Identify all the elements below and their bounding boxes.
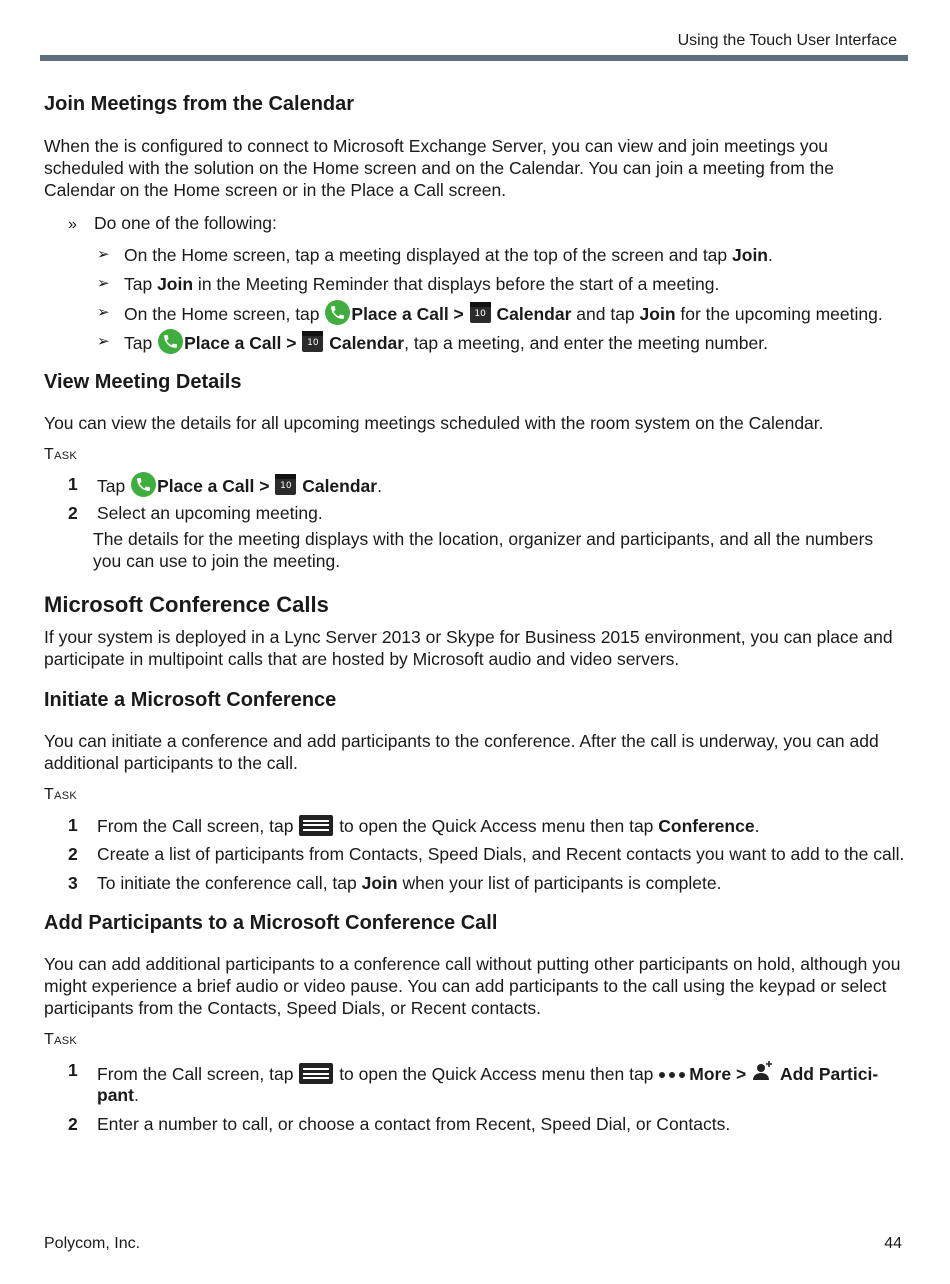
task-label: Task [44, 786, 77, 803]
add-steps [68, 1060, 906, 1135]
step-text: Tap Place a Call > 10 Calendar. [97, 472, 906, 497]
task-label: Task [44, 446, 77, 463]
list-item [97, 327, 906, 356]
step-number: 2 [68, 844, 78, 864]
step-result: The details for the meeting displays with the location, organizer and participants, and all the numbers you can use to join the meeting. [93, 529, 874, 571]
list-item-text: On the Home screen, tap Place a Call > 10 Calendar and tap Join for the upcoming meeting. [124, 300, 883, 325]
step-text: From the Call screen, tap to open the Quick Access menu then tap Conference. [97, 815, 760, 836]
step-text: Enter a number to call, or choose a contact from Recent, Speed Dial, or Contacts. [97, 1114, 731, 1134]
step-text: From the Call screen, tap to open the Quick Access menu then tap More > Add Partici-pant. [97, 1060, 906, 1106]
view-steps [68, 470, 906, 528]
menu-icon [299, 815, 333, 836]
phone-icon [131, 472, 156, 497]
lead-text: Do one of the following: [94, 213, 277, 233]
section-title-join: Join Meetings from the Calendar [44, 93, 355, 115]
join-intro: When the is configured to connect to Microsoft Exchange Server, you can view and join meetings you scheduled with the solution on the Home screen and on the Calendar. You can join a meeting from the Calendar on the Home screen or in the Place a Call screen. [44, 136, 834, 200]
step-number: 2 [68, 1114, 78, 1134]
header-rule [40, 55, 908, 61]
initiate-steps [68, 811, 906, 894]
arrow-bullet: ➢ [97, 332, 110, 350]
step-item [68, 1060, 906, 1106]
step-item [68, 499, 906, 528]
section-title-ms-calls: Microsoft Conference Calls [44, 592, 329, 617]
arrow-bullet: ➢ [97, 303, 110, 321]
menu-icon [299, 1063, 333, 1084]
initiate-intro: You can initiate a conference and add participants to the conference. After the call is underway, you can add additional participants to the call. [44, 731, 879, 773]
calendar-icon: 10 [470, 302, 491, 323]
footer-company: Polycom, Inc. [44, 1235, 141, 1252]
section-title-initiate: Initiate a Microsoft Conference [44, 689, 337, 711]
lead-bullet: » [68, 216, 77, 233]
step-number: 1 [68, 815, 78, 835]
step-text: Create a list of participants from Contacts, Speed Dials, and Recent contacts you want to add to the call. [97, 844, 905, 864]
step-number: 3 [68, 873, 78, 893]
phone-icon [158, 329, 183, 354]
list-item [97, 269, 906, 298]
step-item [68, 844, 906, 865]
calendar-icon: 10 [275, 474, 296, 495]
add-intro: You can add additional participants to a conference call without putting other participants on hold, although you might experience a brief audio or video pause. You can add participants to the call using the keypad or select participants from the Contacts, Speed Dials, or Recent contacts. [44, 954, 901, 1018]
step-text: Select an upcoming meeting. [97, 503, 323, 523]
list-item-text: Tap Place a Call > 10 Calendar, tap a meeting, and enter the meeting number. [124, 329, 768, 354]
section-title-view: View Meeting Details [44, 371, 242, 393]
step-item [68, 470, 906, 499]
step-number: 1 [68, 474, 78, 494]
page-content [44, 91, 906, 1135]
join-options-list [97, 240, 906, 356]
arrow-bullet: ➢ [97, 245, 110, 263]
calendar-icon: 10 [302, 331, 323, 352]
footer-page-number: 44 [884, 1235, 902, 1252]
more-icon [659, 1071, 686, 1079]
task-label: Task [44, 1031, 77, 1048]
view-intro: You can view the details for all upcoming meetings scheduled with the room system on the Calendar. [44, 413, 824, 433]
list-item [97, 298, 906, 327]
running-header: Using the Touch User Interface [677, 32, 897, 49]
step-text: To initiate the conference call, tap Join when your list of participants is complete. [97, 873, 722, 893]
list-item-text: Tap Join in the Meeting Reminder that displays before the start of a meeting. [124, 273, 720, 294]
ms-calls-intro: If your system is deployed in a Lync Server 2013 or Skype for Business 2015 environment, you can place and participate in multipoint calls that are hosted by Microsoft audio and video servers. [44, 627, 893, 669]
add-participant-icon [752, 1060, 774, 1082]
step-item [68, 1114, 906, 1135]
step-number: 1 [68, 1060, 78, 1080]
list-item [97, 240, 906, 269]
join-lead [68, 212, 906, 236]
phone-icon [325, 300, 350, 325]
arrow-bullet: ➢ [97, 274, 110, 292]
step-item [68, 811, 906, 840]
step-number: 2 [68, 503, 78, 523]
section-title-add: Add Participants to a Microsoft Conference Call [44, 912, 498, 934]
step-item [68, 873, 906, 894]
list-item-text: On the Home screen, tap a meeting displayed at the top of the screen and tap Join. [124, 244, 773, 265]
